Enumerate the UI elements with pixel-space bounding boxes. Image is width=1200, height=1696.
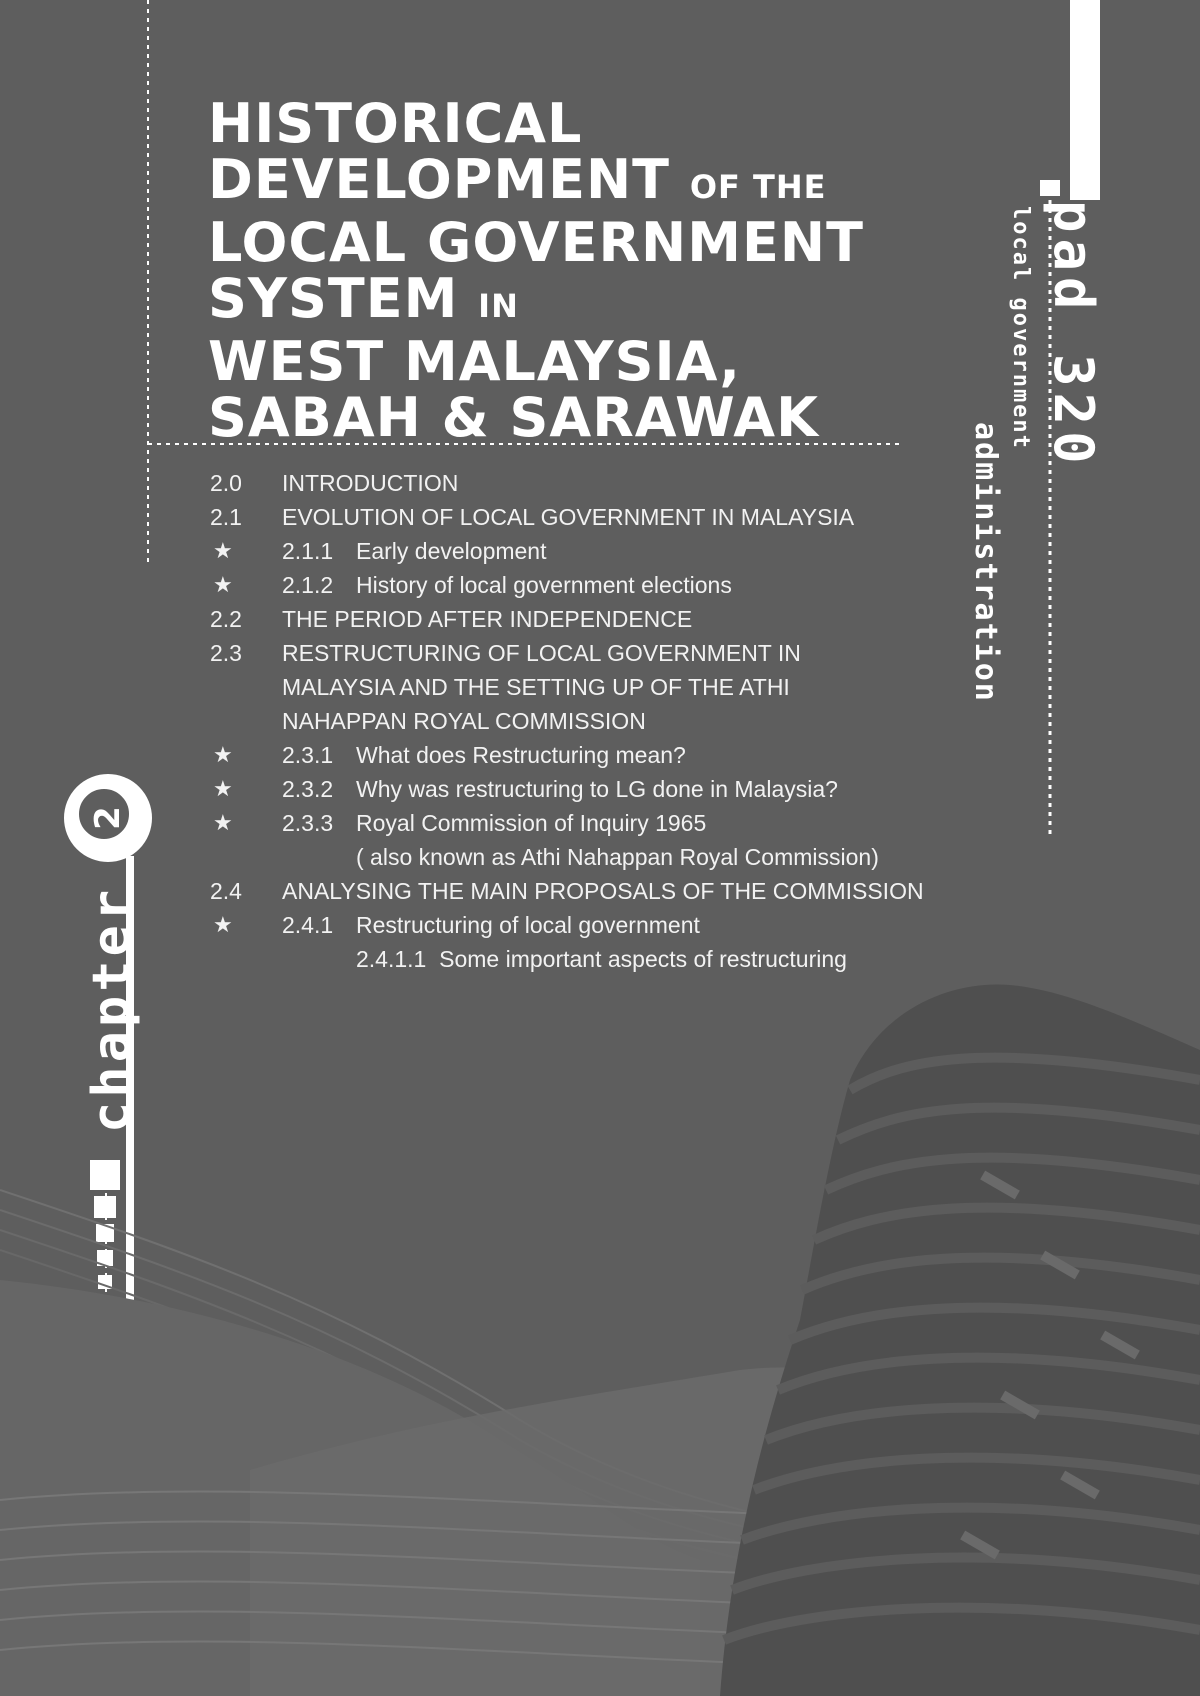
toc-item-continuation bbox=[210, 704, 970, 738]
title-line-6: SABAH & SARAWAK bbox=[208, 386, 819, 449]
toc-text: What does Restructuring mean? bbox=[356, 742, 686, 768]
toc-number: 2.1.1 bbox=[282, 538, 334, 564]
document-title bbox=[208, 92, 928, 449]
toc-item bbox=[210, 534, 970, 568]
toc-number: 2.2 bbox=[210, 606, 242, 632]
toc-text: Why was restructuring to LG done in Malaysia? bbox=[356, 776, 838, 802]
course-code: pad 320 bbox=[1042, 200, 1105, 470]
star-icon: ★ bbox=[213, 572, 233, 597]
table-of-contents bbox=[210, 466, 970, 976]
toc-item bbox=[210, 466, 970, 500]
toc-item bbox=[210, 568, 970, 602]
title-line-4-main: SYSTEM bbox=[208, 267, 459, 330]
star-icon: ★ bbox=[213, 810, 233, 835]
title-line-5: WEST MALAYSIA, bbox=[208, 330, 741, 393]
toc-item-continuation bbox=[210, 670, 970, 704]
toc-text: Some important aspects of restructuring bbox=[439, 946, 847, 972]
toc-item bbox=[210, 874, 970, 908]
toc-text: ( also known as Athi Nahappan Royal Commission) bbox=[356, 844, 879, 870]
chapter-label: chapter bbox=[82, 885, 142, 1133]
star-icon: ★ bbox=[213, 538, 233, 563]
toc-number: 2.1.2 bbox=[282, 572, 334, 598]
course-name-line-1: local government bbox=[1008, 206, 1033, 450]
title-line-1: HISTORICAL bbox=[208, 92, 583, 155]
toc-number: 2.4 bbox=[210, 878, 242, 904]
toc-text: Restructuring of local government bbox=[356, 912, 700, 938]
toc-text: THE PERIOD AFTER INDEPENDENCE bbox=[282, 606, 693, 632]
top-right-bar bbox=[1070, 0, 1100, 200]
toc-item bbox=[210, 772, 970, 806]
title-line-2-small: OF THE bbox=[689, 168, 827, 206]
toc-text: Early development bbox=[356, 538, 547, 564]
toc-text: MALAYSIA AND THE SETTING UP OF THE ATHI bbox=[282, 674, 790, 700]
toc-number: 2.3.2 bbox=[282, 776, 334, 802]
toc-text: Royal Commission of Inquiry 1965 bbox=[356, 810, 707, 836]
toc-text: ANALYSING THE MAIN PROPOSALS OF THE COMMISSION bbox=[282, 878, 924, 904]
toc-number: 2.4.1 bbox=[282, 912, 334, 938]
toc-number: 2.1 bbox=[210, 504, 242, 530]
toc-item-continuation bbox=[210, 840, 970, 874]
chapter-number: 2 bbox=[88, 806, 128, 830]
title-line-4 bbox=[208, 267, 928, 334]
building-silhouette bbox=[720, 984, 1200, 1696]
toc-item bbox=[210, 636, 970, 670]
toc-text: RESTRUCTURING OF LOCAL GOVERNMENT IN bbox=[282, 640, 801, 666]
toc-item bbox=[210, 738, 970, 772]
toc-item bbox=[210, 942, 970, 976]
toc-number: 2.3 bbox=[210, 640, 242, 666]
toc-number: 2.0 bbox=[210, 470, 242, 496]
toc-number: 2.3.1 bbox=[282, 742, 334, 768]
toc-number-text bbox=[356, 942, 847, 976]
course-name-line-2: administration bbox=[968, 422, 1003, 703]
toc-number: 2.4.1.1 bbox=[356, 946, 427, 972]
toc-item bbox=[210, 500, 970, 534]
title-line-3: LOCAL GOVERNMENT bbox=[208, 211, 864, 274]
toc-text: NAHAPPAN ROYAL COMMISSION bbox=[282, 708, 646, 734]
toc-item bbox=[210, 908, 970, 942]
star-icon: ★ bbox=[213, 742, 233, 767]
toc-item bbox=[210, 602, 970, 636]
toc-text: INTRODUCTION bbox=[282, 470, 459, 496]
star-icon: ★ bbox=[213, 776, 233, 801]
toc-text: EVOLUTION OF LOCAL GOVERNMENT IN MALAYSIA bbox=[282, 504, 855, 530]
chapter-number-badge bbox=[64, 774, 152, 862]
top-right-square bbox=[1040, 180, 1060, 196]
title-line-4-small: IN bbox=[478, 287, 519, 325]
star-icon: ★ bbox=[213, 912, 233, 937]
toc-item bbox=[210, 806, 970, 840]
title-line-2 bbox=[208, 148, 928, 215]
toc-number: 2.3.3 bbox=[282, 810, 334, 836]
toc-text: History of local government elections bbox=[356, 572, 732, 598]
title-line-2-main: DEVELOPMENT bbox=[208, 148, 671, 211]
